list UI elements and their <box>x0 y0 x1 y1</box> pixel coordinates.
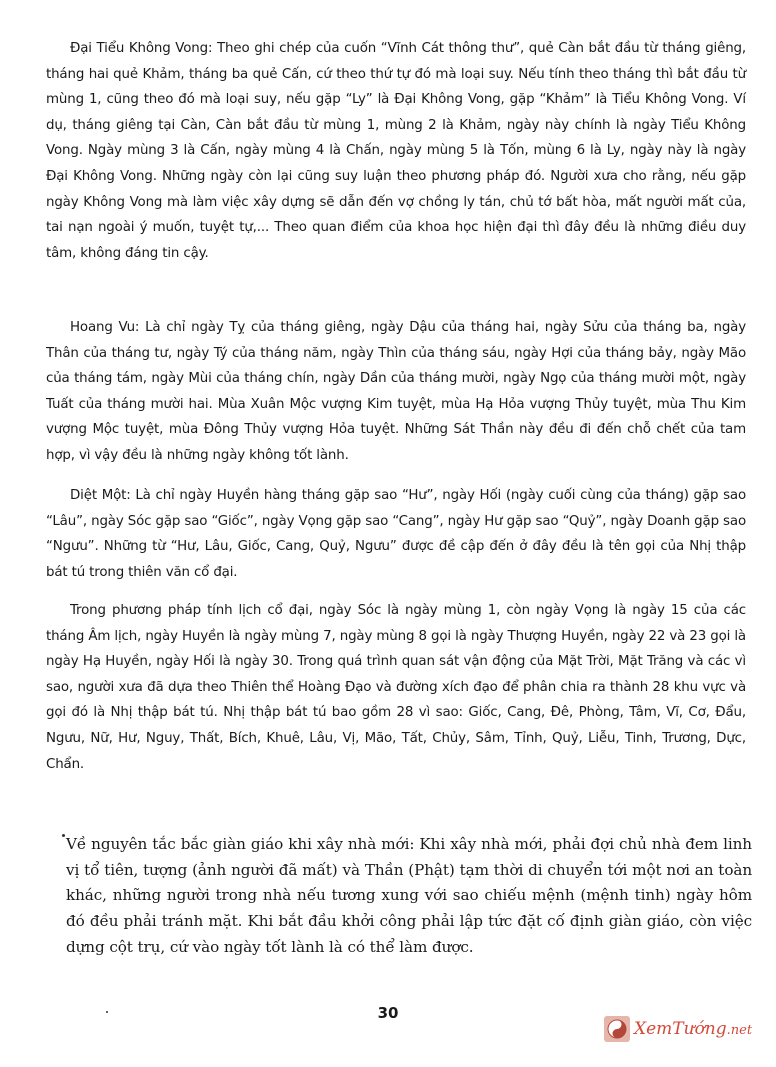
page-number: 30 <box>377 1004 399 1022</box>
scan-speck <box>62 834 65 837</box>
paragraph-text: Về nguyên tắc bắc giàn giáo khi xây nhà mới: Khi xây nhà mới, phải đợi chủ nhà đem linh vị tổ tiên, tượng (ảnh người đã mất) và Thần (Phật) tạm thời di chuyển tới một nơi an toàn khác, những người trong nhà nếu tương xung với sao chiếu mệnh (mệnh tinh) ngày hôm đó đều phải tránh mặt. Khi bắt đầu khởi công phải lập tức đặt cố định giàn giáo, còn việc dựng cột trụ, cứ vào ngày tốt lành là có thể làm được. <box>66 835 752 956</box>
paragraph-hoang-vu <box>46 315 746 469</box>
paragraph-text: Diệt Một: Là chỉ ngày Huyền hàng tháng gặp sao “Hư”, ngày Hối (ngày cuối cùng của tháng) gặp sao “Lâu”, ngày Sóc gặp sao “Giốc”, ngày Vọng gặp sao “Cang”, ngày Hư gặp sao “Quỷ”, ngày Doanh gặp sao “Ngưu”. Những từ “Hư, Lâu, Giốc, Cang, Quỷ, Ngưu” được đề cập đến ở đây đều là tên gọi của Nhị thập bát tú trong thiên văn cổ đại. <box>46 488 746 580</box>
site-watermark <box>604 1014 752 1044</box>
paragraph-text: Đại Tiểu Không Vong: Theo ghi chép của cuốn “Vĩnh Cát thông thư”, quẻ Càn bắt đầu từ tháng giêng, tháng hai quẻ Khảm, tháng ba quẻ Cấn, cứ theo thứ tự đó mà loại suy. Nếu tính theo tháng thì bắt đầu từ mùng 1, cũng theo đó mà loại suy, nếu gặp “Ly” là Đại Không Vong, gặp “Khảm” là Tiểu Không Vong. Ví dụ, tháng giêng tại Càn, Càn bắt đầu từ mùng 1, mùng 2 là Khảm, ngày này chính là ngày Tiểu Không Vong. Ngày mùng 3 là Cấn, ngày mùng 4 là Chấn, ngày mùng 5 là Tốn, mùng 6 là Ly, ngày này là ngày Đại Không Vong. Những ngày còn lại cũng suy luận theo phương pháp đó. Người xưa cho rằng, nếu gặp ngày Không Vong mà làm việc xây dựng sẽ dẫn đến vợ chồng ly tán, chủ tớ bất hòa, mất người mất của, tai nạn ngoài ý muốn, tuyệt tự,... Theo quan điểm của khoa học hiện đại thì đây đều là những điều duy tâm, không đáng tin cậy. <box>46 41 746 261</box>
yin-yang-logo-icon <box>604 1016 630 1042</box>
watermark-text <box>634 1019 752 1039</box>
paragraph-text: Hoang Vu: Là chỉ ngày Tỵ của tháng giêng, ngày Dậu của tháng hai, ngày Sửu của tháng ba, ngày Thân của tháng tư, ngày Tý của tháng năm, ngày Thìn của tháng sáu, ngày Hợi của tháng bảy, ngày Mão của tháng tám, ngày Mùi của tháng chín, ngày Dần của tháng mười, ngày Ngọ của tháng mười một, ngày Tuất của tháng mười hai. Mùa Xuân Mộc vượng Kim tuyệt, mùa Hạ Hỏa vượng Thủy tuyệt, mùa Thu Kim vượng Mộc tuyệt, mùa Đông Thủy vượng Hỏa tuyệt. Những Sát Thần này đều đi đến chỗ chết của tam hợp, vì vậy đều là những ngày không tốt lành. <box>46 320 746 463</box>
watermark-suffix: .net <box>726 1023 753 1038</box>
watermark-name: XemTướng <box>634 1019 727 1039</box>
paragraph-text: Trong phương pháp tính lịch cổ đại, ngày Sóc là ngày mùng 1, còn ngày Vọng là ngày 15 của các tháng Âm lịch, ngày Huyền là ngày mùng 7, ngày mùng 8 gọi là ngày Thượng Huyền, ngày 22 và 23 gọi là ngày Hạ Huyền, ngày Hối là ngày 30. Trong quá trình quan sát vận động của Mặt Trời, Mặt Trăng và các vì sao, người xưa đã dựa theo Thiên thể Hoàng Đạo và đường xích đạo để phân chia ra thành 28 khu vực và gọi đó là Nhị thập bát tú. Nhị thập bát tú bao gồm 28 vì sao: Giốc, Cang, Đê, Phòng, Tâm, Vĩ, Cơ, Đẩu, Ngưu, Nữ, Hư, Nguy, Thất, Bích, Khuê, Lâu, Vị, Mão, Tất, Chủy, Sâm, Tỉnh, Quỷ, Liễu, Tinh, Trương, Dực, Chẩn. <box>46 603 746 772</box>
paragraph-dai-tieu-khong-vong <box>46 36 746 266</box>
paragraph-diet-mot <box>46 483 746 585</box>
paragraph-gian-giao <box>66 832 752 961</box>
paragraph-lich-co-dai <box>46 598 746 777</box>
